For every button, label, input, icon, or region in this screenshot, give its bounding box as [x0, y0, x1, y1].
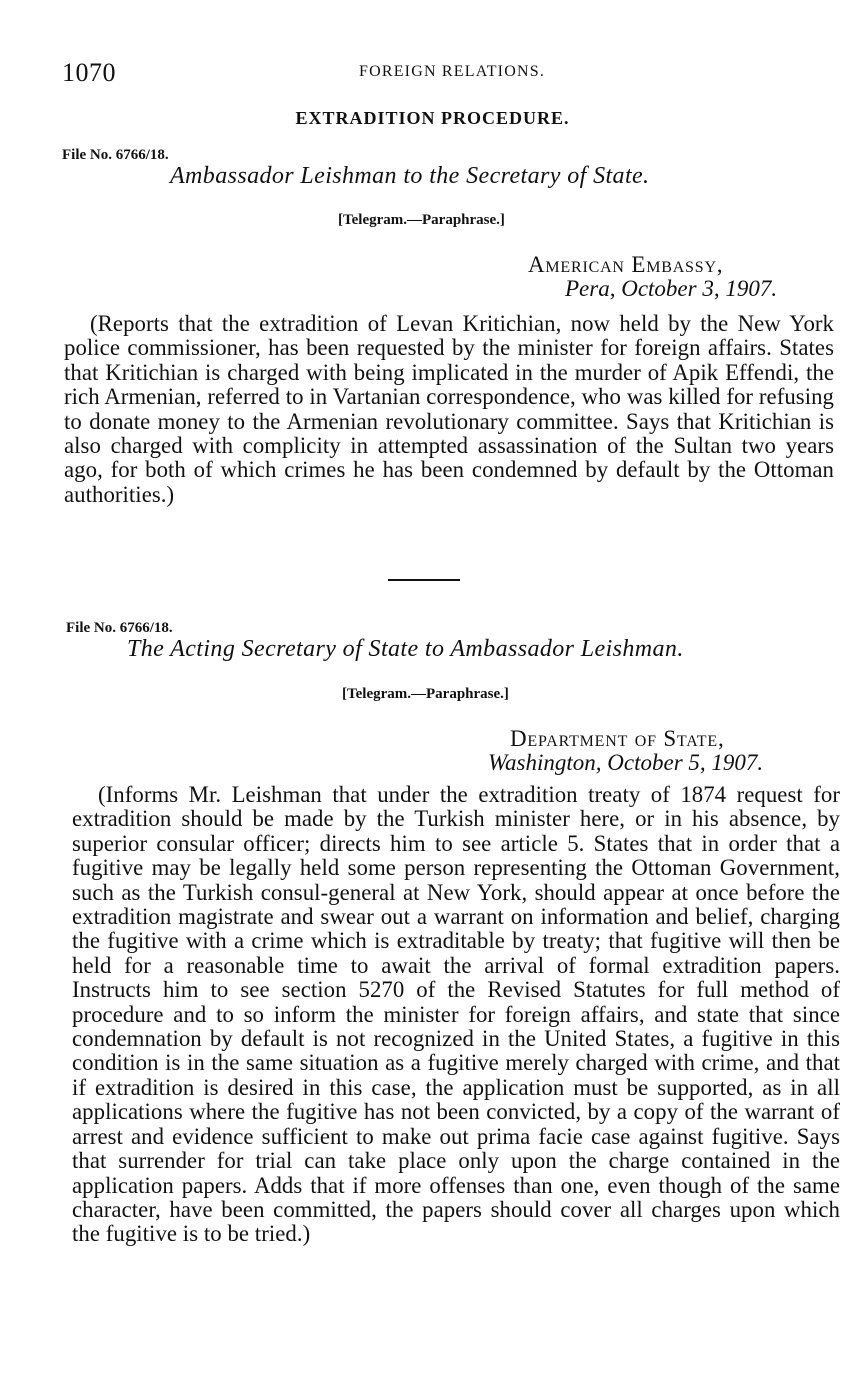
telegram-note: [Telegram.—Paraphrase.]	[338, 212, 505, 228]
section-divider	[388, 579, 460, 581]
document-title: Ambassador Leishman to the Secretary of State.	[170, 163, 650, 189]
place-date-line: Washington, October 5, 1907.	[488, 750, 764, 775]
running-head: FOREIGN RELATIONS.	[358, 63, 546, 80]
page-header	[62, 58, 842, 92]
page-number: 1070	[62, 58, 116, 87]
place-date-line: Pera, October 3, 1907.	[565, 276, 778, 301]
document-body: (Informs Mr. Leishman that under the extradition treaty of 1874 request for extradition should be made by the Turkish minister here, or in his absence, by superior consular officer; directs him to see article 5. States that in order that a fugitive may be legally held some person representing the Ottoman Government, such as the Turkish consul-general at New York, should appear at once before the extradition magistrate and swear out a warrant on information and belief, charging the fugitive with a crime which is extraditable by treaty; that fugitive will then be held for a reasonable time to await the arrival of formal extradition papers. Instructs him to see section 5270 of the Revised Statutes for full method of procedure and to so inform the minister for foreign affairs, and state that since condemnation by default is not recognized in the United States, a fugitive in this condition is in the same situation as a fugitive merely charged with crime, and that if extradition is desired in this case, the application must be supported, as in all applications where the fugitive has not been convicted, by a copy of the warrant of arrest and evidence sufficient to make out prima facie case against fugitive. Says that surrender for trial can take place only upon the charge contained in the application papers. Adds that if more offenses than one, even though of the same character, have been committed, the papers should cover all charges upon which the fugitive is to be tried.)	[72, 782, 840, 1247]
file-number: File No. 6766/18.	[62, 147, 169, 163]
section-title: EXTRADITION PROCEDURE.	[295, 108, 570, 128]
document-body: (Reports that the extradition of Levan Kritichian, now held by the New York police commissioner, has been requested by the minister for foreign affairs. States that Kritichian is charged with being implicated in the murder of Apik Effendi, the rich Armenian, referred to in Vartanian correspondence, who was killed for refusing to donate money to the Armenian revolutionary committee. Says that Kritichian is also charged with complicity in attempted assassination of the Sultan two years ago, for both of which crimes he has been condemned by default by the Ottoman authorities.)	[64, 311, 834, 507]
document-title: The Acting Secretary of State to Ambassador Leishman.	[127, 636, 684, 662]
sender-line: American Embassy,	[528, 252, 724, 277]
sender-line: Department of State,	[510, 726, 725, 751]
telegram-note: [Telegram.—Paraphrase.]	[342, 686, 509, 702]
file-number: File No. 6766/18.	[66, 620, 173, 636]
